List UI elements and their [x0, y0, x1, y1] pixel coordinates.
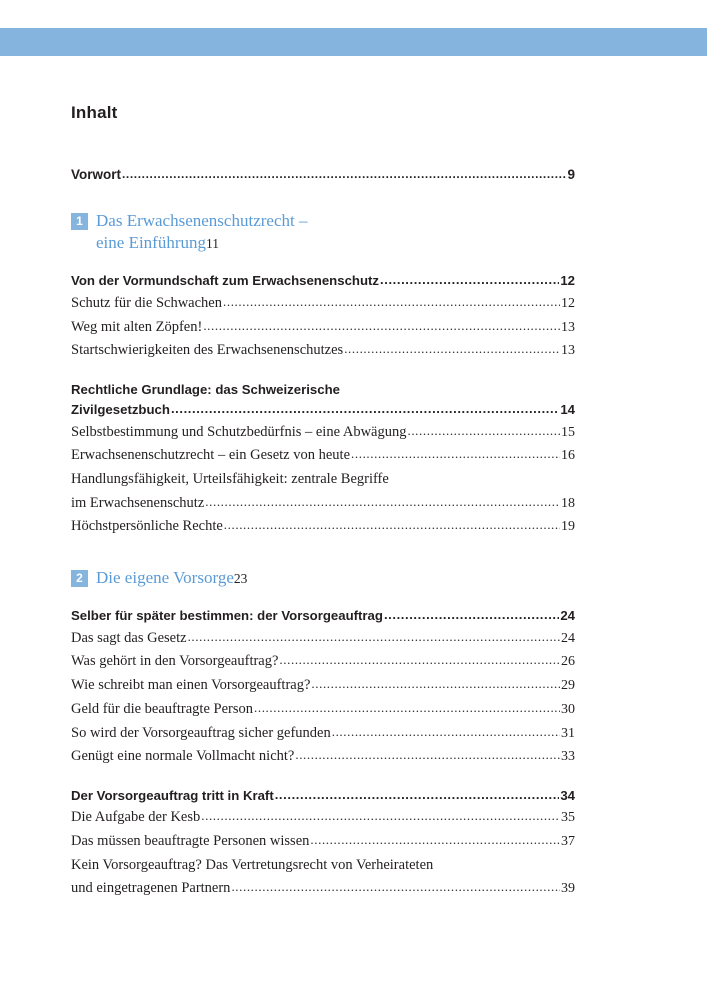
- toc-item-label: So wird der Vorsorgeauftrag sicher gefunden: [71, 724, 331, 741]
- toc-item-page: 29: [561, 678, 575, 694]
- toc-item-page: 18: [561, 495, 575, 511]
- dot-leader: [384, 605, 559, 625]
- chapter-title-line2: eine Einführung: [96, 232, 206, 252]
- chapter-2: [71, 567, 575, 901]
- section-heading-label-line2: Zivilgesetzbuch: [71, 402, 170, 418]
- chapter-1-heading[interactable]: [71, 210, 575, 255]
- dot-leader: [311, 673, 560, 696]
- section-group: [71, 606, 575, 768]
- dot-leader: [171, 399, 559, 419]
- section-heading-label: Der Vorsorgeauftrag tritt in Kraft: [71, 787, 274, 803]
- toc-item[interactable]: [71, 830, 575, 854]
- section-items: [71, 806, 575, 901]
- section-items: [71, 627, 575, 769]
- toc-item-page: 35: [561, 810, 575, 826]
- table-of-contents: [71, 168, 575, 901]
- chapter-number-badge: 1: [71, 213, 88, 230]
- section-heading[interactable]: [71, 786, 575, 806]
- section-heading-label: Rechtliche Grundlage: das Schweizerische: [71, 381, 340, 397]
- toc-item-page: 13: [561, 319, 575, 335]
- toc-item[interactable]: [71, 745, 575, 769]
- toc-item-page: 19: [561, 519, 575, 535]
- toc-item[interactable]: [71, 339, 575, 363]
- section-heading-page: 24: [560, 608, 575, 624]
- toc-item-page: 12: [561, 295, 575, 311]
- chapter-title-line1: Die eigene Vorsorge: [96, 567, 234, 587]
- dot-leader: [332, 721, 560, 744]
- toc-entry-label: Vorwort: [71, 167, 121, 182]
- toc-item[interactable]: [71, 444, 575, 468]
- section-heading-page: 14: [560, 402, 575, 418]
- page-title: Inhalt: [71, 103, 118, 122]
- toc-item-page: 30: [561, 701, 575, 717]
- section-heading-page: 34: [560, 787, 575, 803]
- toc-item-page: 31: [561, 725, 575, 741]
- toc-item-label: Wie schreibt man einen Vorsorgeauftrag?: [71, 677, 311, 694]
- toc-item[interactable]: [71, 627, 575, 651]
- toc-item-label: Schutz für die Schwachen: [71, 294, 222, 311]
- toc-item[interactable]: [71, 806, 575, 830]
- toc-item-label: Handlungsfähigkeit, Urteilsfähigkeit: zentrale Begriffe: [71, 471, 389, 488]
- dot-leader: [344, 338, 560, 361]
- dot-leader: [223, 291, 560, 314]
- dot-leader: [231, 876, 560, 899]
- section-group: [71, 271, 575, 362]
- toc-item-page: 26: [561, 654, 575, 670]
- toc-item-page: 33: [561, 749, 575, 765]
- toc-item-label: Weg mit alten Zöpfen!: [71, 318, 203, 335]
- dot-leader: [279, 649, 560, 672]
- section-heading-page: 12: [560, 273, 575, 289]
- toc-entry-page: 9: [567, 167, 575, 182]
- toc-item-page: 24: [561, 630, 575, 646]
- toc-item[interactable]: [71, 722, 575, 746]
- chapter-page: 23: [233, 570, 248, 586]
- toc-item[interactable]: [71, 292, 575, 316]
- toc-item[interactable]: [71, 316, 575, 340]
- section-items: [71, 421, 575, 539]
- chapter-2-heading[interactable]: [71, 567, 575, 589]
- dot-leader: [224, 514, 560, 537]
- dot-leader: [351, 443, 560, 466]
- toc-item-label: Das sagt das Gesetz: [71, 629, 187, 646]
- toc-item-label: Selbstbestimmung und Schutzbedürfnis – eine Abwägung: [71, 423, 407, 440]
- chapter-number-badge: 2: [71, 570, 88, 587]
- dot-leader: [380, 270, 559, 290]
- toc-item-page: 39: [561, 881, 575, 897]
- toc-item[interactable]: [71, 854, 575, 901]
- chapter-title-line1: Das Erwachsenenschutzrecht –: [96, 210, 308, 230]
- toc-item[interactable]: [71, 674, 575, 698]
- dot-leader: [407, 420, 560, 443]
- toc-item[interactable]: [71, 468, 575, 515]
- section-heading[interactable]: [71, 271, 575, 291]
- dot-leader: [201, 805, 560, 828]
- toc-item-label: Das müssen beauftragte Personen wissen: [71, 832, 310, 849]
- toc-item-label: Startschwierigkeiten des Erwachsenenschutzes: [71, 342, 344, 359]
- dot-leader: [203, 315, 560, 338]
- toc-item-label: Höchstpersönliche Rechte: [71, 518, 223, 535]
- dot-leader: [122, 167, 566, 181]
- chapter-1: [71, 210, 575, 539]
- dot-leader: [275, 785, 560, 805]
- chapter-page: 11: [206, 235, 219, 251]
- toc-item-page: 13: [561, 343, 575, 359]
- dot-leader: [188, 626, 560, 649]
- toc-item-label-line2: und eingetragenen Partnern: [71, 880, 231, 897]
- toc-item-label: Erwachsenenschutzrecht – ein Gesetz von heute: [71, 447, 351, 464]
- section-items: [71, 292, 575, 363]
- dot-leader: [254, 697, 560, 720]
- toc-item[interactable]: [71, 421, 575, 445]
- toc-item-label: Genügt eine normale Vollmacht nicht?: [71, 748, 295, 765]
- toc-item-label-line2: im Erwachsenenschutz: [71, 494, 205, 511]
- section-heading[interactable]: [71, 380, 575, 421]
- section-heading-label: Von der Vormundschaft zum Erwachsenenschutz: [71, 273, 380, 289]
- dot-leader: [295, 744, 560, 767]
- toc-item-label: Was gehört in den Vorsorgeauftrag?: [71, 653, 279, 670]
- toc-entry-vorwort[interactable]: [71, 168, 575, 182]
- dot-leader: [205, 491, 560, 514]
- section-group: [71, 786, 575, 901]
- section-heading-label: Selber für später bestimmen: der Vorsorgeauftrag: [71, 608, 383, 624]
- toc-item[interactable]: [71, 698, 575, 722]
- toc-item-label: Kein Vorsorgeauftrag? Das Vertretungsrecht von Verheirateten: [71, 856, 434, 873]
- toc-item-label: Die Aufgabe der Kesb: [71, 809, 201, 826]
- toc-item-page: 16: [561, 448, 575, 464]
- section-heading[interactable]: [71, 606, 575, 626]
- section-group: [71, 380, 575, 539]
- toc-item[interactable]: [71, 650, 575, 674]
- toc-item-page: 37: [561, 833, 575, 849]
- toc-item-page: 15: [561, 424, 575, 440]
- toc-item[interactable]: [71, 515, 575, 539]
- toc-item-label: Geld für die beauftragte Person: [71, 700, 253, 717]
- dot-leader: [310, 829, 560, 852]
